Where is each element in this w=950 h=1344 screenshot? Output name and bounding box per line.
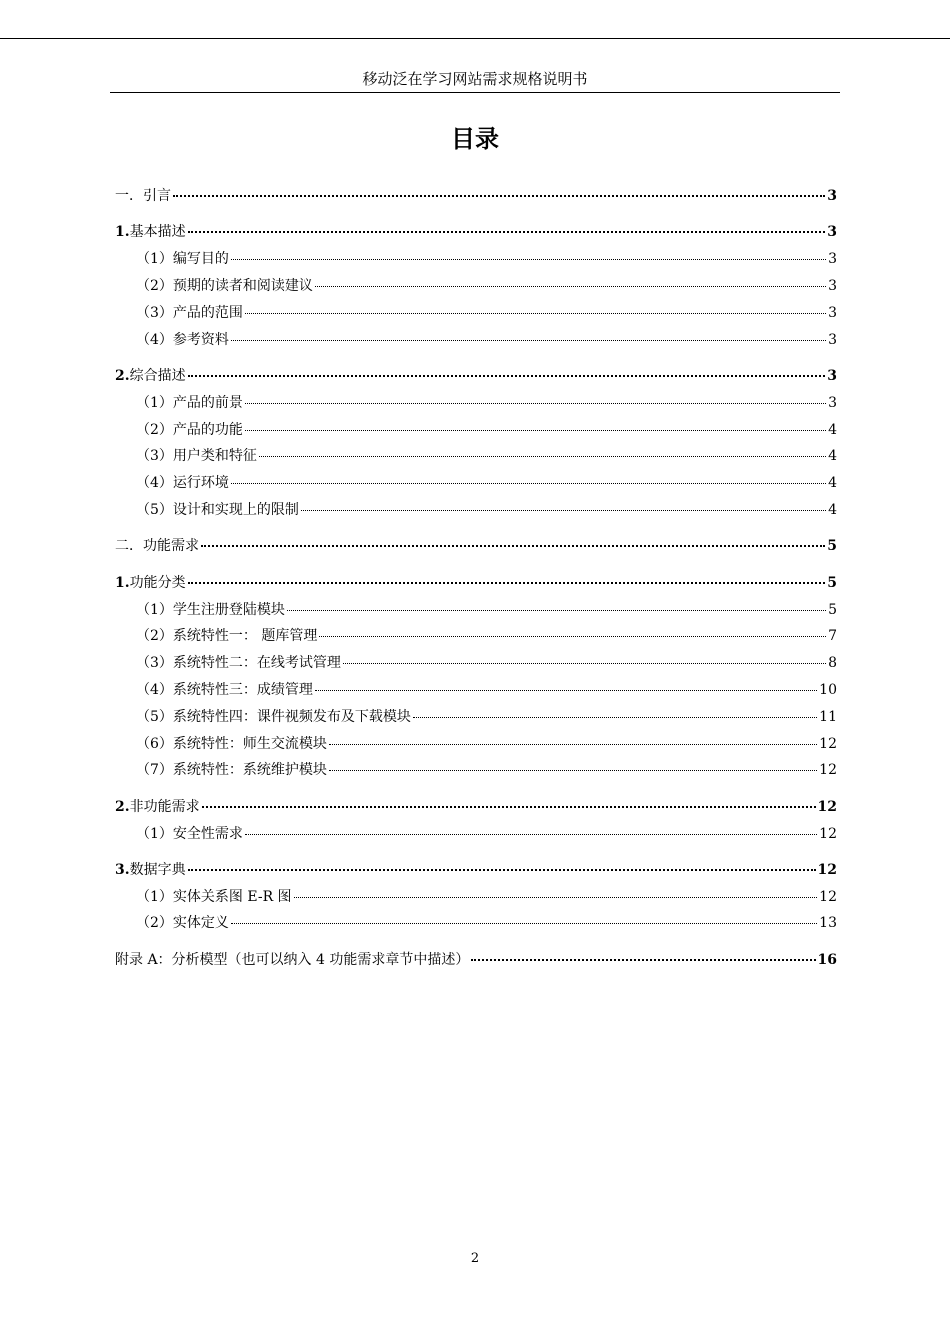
toc-entry-label — [136, 471, 229, 496]
toc-dot-leader — [188, 569, 826, 587]
toc-entry-page: 7 — [828, 628, 837, 645]
toc-entry-page: 3 — [827, 224, 837, 241]
toc-entry-subsection[interactable] — [115, 676, 837, 703]
toc-entry-text: （4）系统特性三：成绩管理 — [136, 681, 313, 698]
toc-entry-section[interactable] — [115, 793, 837, 820]
toc-entry-text: （1）产品的前景 — [136, 394, 243, 411]
toc-entry-page: 3 — [827, 367, 837, 384]
toc-entry-page: 12 — [819, 762, 837, 779]
toc-dot-leader — [231, 469, 826, 487]
toc-entry-subsection[interactable] — [115, 245, 837, 272]
toc-entry-text: 一．引言 — [115, 188, 171, 204]
toc-entry-number: 2. — [115, 367, 130, 384]
toc-entry-page: 3 — [828, 251, 837, 268]
toc-entry-label — [136, 911, 229, 936]
toc-entry-subsection[interactable] — [115, 389, 837, 416]
toc-entry-subsection[interactable] — [115, 703, 837, 730]
toc-entry-number: 2. — [115, 798, 130, 815]
toc-dot-leader — [245, 416, 826, 434]
toc-dot-leader — [315, 272, 826, 290]
toc-entry-subsection[interactable] — [115, 622, 837, 649]
toc-dot-leader — [343, 649, 826, 667]
toc-dot-leader — [413, 703, 817, 721]
toc-entry-text: （1）安全性需求 — [136, 825, 243, 842]
toc-dot-leader — [301, 496, 826, 514]
toc-entry-label — [136, 328, 229, 353]
toc-entry-text: （2）产品的功能 — [136, 421, 243, 438]
toc-entry-text: 基本描述 — [129, 224, 186, 241]
toc-entry-page: 10 — [819, 681, 837, 698]
running-header-title: 移动泛在学习网站需求规格说明书 — [362, 70, 588, 88]
toc-dot-leader — [173, 182, 825, 200]
toc-entry-number: 3. — [115, 861, 130, 878]
toc-entry-text: 附录 A：分析模型（也可以纳入 4 功能需求章节中描述） — [115, 951, 470, 968]
toc-entry-section[interactable] — [115, 362, 837, 389]
toc-entry-subsection[interactable] — [115, 756, 837, 783]
toc-entry-label — [115, 858, 186, 883]
toc-dot-leader — [231, 326, 826, 344]
toc-entry-label — [136, 598, 285, 623]
toc-entry-text: 非功能需求 — [129, 798, 200, 815]
toc-entry-text: 数据字典 — [129, 861, 186, 878]
toc-entry-text: （5）设计和实现上的限制 — [136, 501, 299, 518]
toc-entry-section[interactable] — [115, 856, 837, 883]
toc-entry-label — [136, 732, 327, 757]
toc-entry-text: 二．功能需求 — [115, 538, 199, 555]
toc-entry-section[interactable] — [115, 946, 837, 973]
toc-entry-page: 3 — [828, 331, 837, 348]
toc-dot-leader — [202, 793, 816, 811]
top-border-rule — [0, 38, 950, 39]
toc-entry-label — [136, 301, 243, 326]
toc-dot-leader — [245, 299, 826, 317]
toc-entry-subsection[interactable] — [115, 883, 837, 910]
toc-entry-text: （4）参考资料 — [136, 331, 229, 348]
toc-dot-leader — [329, 756, 817, 774]
toc-entry-text: （1）编写目的 — [136, 251, 229, 268]
toc-entry-page: 16 — [817, 951, 837, 968]
toc-entry-label — [136, 391, 243, 416]
toc-entry-label — [136, 705, 411, 730]
toc-entry-text: （5）系统特性四：课件视频发布及下载模块 — [136, 708, 411, 725]
toc-entry-page: 12 — [819, 888, 837, 905]
toc-entry-text: （4）运行环境 — [136, 475, 229, 492]
toc-dot-leader — [259, 442, 826, 460]
toc-entry-section[interactable] — [115, 569, 837, 596]
table-of-contents — [115, 182, 837, 973]
toc-entry-label — [136, 758, 327, 783]
toc-dot-leader — [188, 856, 816, 874]
toc-entry-subsection[interactable] — [115, 596, 837, 623]
toc-entry-page: 3 — [827, 188, 837, 204]
toc-entry-label — [115, 795, 200, 820]
toc-entry-number: 1. — [115, 224, 130, 241]
toc-entry-section[interactable] — [115, 532, 837, 559]
toc-entry-page: 4 — [828, 475, 837, 492]
toc-entry-label — [136, 624, 317, 649]
toc-entry-subsection[interactable] — [115, 649, 837, 676]
toc-entry-page: 3 — [828, 394, 837, 411]
toc-entry-subsection[interactable] — [115, 496, 837, 523]
toc-entry-label — [136, 498, 299, 523]
toc-entry-label — [136, 274, 313, 299]
toc-entry-subsection[interactable] — [115, 272, 837, 299]
toc-dot-leader — [201, 532, 825, 550]
toc-dot-leader — [319, 622, 826, 640]
toc-entry-label — [115, 220, 186, 245]
toc-dot-leader — [245, 389, 826, 407]
toc-entry-text: （1）学生注册登陆模块 — [136, 601, 285, 618]
toc-entry-text: 综合描述 — [129, 367, 186, 384]
toc-dot-leader — [231, 245, 826, 263]
toc-title: 目录 — [451, 125, 499, 153]
toc-entry-page: 12 — [819, 735, 837, 752]
toc-dot-leader — [315, 676, 817, 694]
toc-entry-page: 5 — [828, 601, 837, 618]
toc-entry-page: 11 — [819, 708, 837, 725]
toc-entry-section[interactable] — [115, 218, 837, 245]
toc-entry-text: （3）系统特性二：在线考试管理 — [136, 655, 341, 672]
toc-entry-label — [136, 444, 257, 469]
toc-entry-subsection[interactable] — [115, 299, 837, 326]
toc-entry-page: 3 — [828, 277, 837, 294]
toc-dot-leader — [245, 820, 817, 838]
toc-entry-text: （7）系统特性：系统维护模块 — [136, 762, 327, 779]
toc-entry-subsection[interactable] — [115, 326, 837, 353]
toc-entry-subsection[interactable] — [115, 909, 837, 936]
toc-dot-leader — [294, 883, 818, 901]
toc-entry-subsection[interactable] — [115, 469, 837, 496]
toc-dot-leader — [231, 909, 817, 927]
toc-entry-text: （6）系统特性：师生交流模块 — [136, 735, 327, 752]
header-rule — [110, 92, 840, 93]
toc-entry-page: 8 — [828, 655, 837, 672]
toc-entry-page: 4 — [828, 421, 837, 438]
toc-dot-leader — [329, 730, 817, 748]
toc-entry-label — [115, 948, 469, 973]
toc-entry-label — [136, 651, 341, 676]
toc-dot-leader — [188, 218, 826, 236]
toc-entry-label — [115, 364, 186, 389]
toc-entry-page: 13 — [819, 915, 837, 932]
toc-entry-label — [136, 247, 229, 272]
toc-entry-label — [115, 534, 199, 559]
toc-entry-subsection[interactable] — [115, 442, 837, 469]
toc-entry-page: 3 — [828, 304, 837, 321]
toc-dot-leader — [287, 596, 826, 614]
toc-entry-text: （2）实体定义 — [136, 915, 229, 932]
toc-entry-page: 12 — [819, 825, 837, 842]
page-number: 2 — [470, 1251, 480, 1266]
toc-entry-text: （2）系统特性一： 题库管理 — [136, 628, 318, 645]
toc-entry-label — [136, 885, 292, 910]
toc-entry-text: （3）用户类和特征 — [136, 448, 257, 465]
toc-entry-section[interactable] — [115, 182, 837, 209]
toc-entry-label — [136, 418, 243, 443]
toc-entry-text: 功能分类 — [129, 574, 186, 591]
toc-entry-label — [115, 184, 171, 209]
toc-entry-label — [136, 822, 243, 847]
toc-entry-page: 12 — [817, 861, 837, 878]
toc-entry-text: （3）产品的范围 — [136, 304, 243, 321]
toc-entry-text: （2）预期的读者和阅读建议 — [136, 277, 313, 294]
toc-entry-page: 5 — [827, 538, 837, 555]
toc-entry-label — [136, 678, 313, 703]
toc-entry-text: （1）实体关系图 E-R 图 — [136, 888, 292, 905]
toc-dot-leader — [471, 946, 815, 964]
toc-entry-subsection[interactable] — [115, 820, 837, 847]
toc-entry-number: 1. — [115, 574, 130, 591]
toc-entry-page: 5 — [827, 574, 837, 591]
toc-entry-subsection[interactable] — [115, 416, 837, 443]
toc-entry-page: 12 — [817, 798, 837, 815]
toc-entry-label — [115, 571, 186, 596]
toc-entry-page: 4 — [828, 501, 837, 518]
toc-dot-leader — [188, 362, 826, 380]
toc-entry-page: 4 — [828, 448, 837, 465]
toc-entry-subsection[interactable] — [115, 730, 837, 757]
